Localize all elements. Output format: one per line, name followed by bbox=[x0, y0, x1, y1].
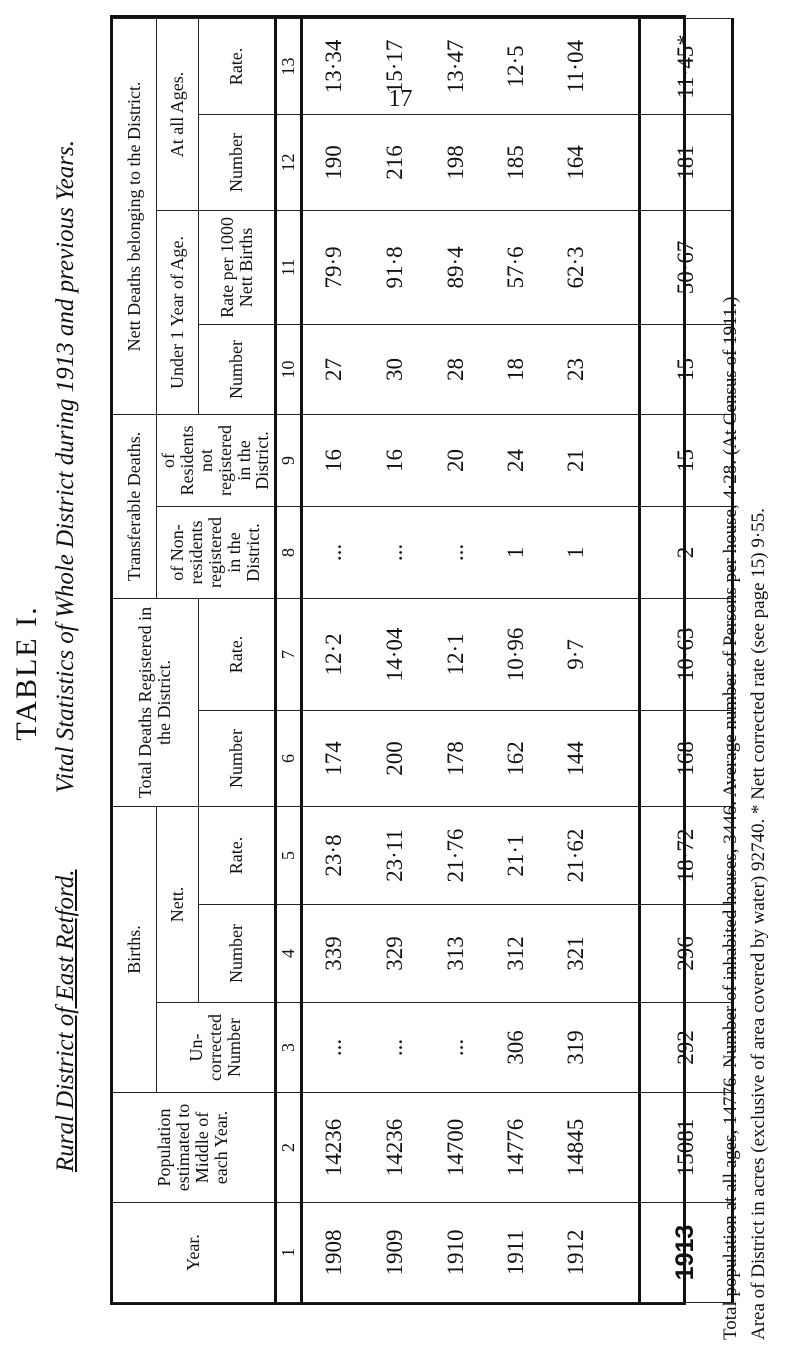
cell-non-residents: ... bbox=[365, 506, 425, 598]
cell-uncorrected: ... bbox=[425, 1003, 485, 1093]
column-number: 8 bbox=[276, 506, 302, 598]
spacer-cell bbox=[606, 210, 639, 324]
header-births: Births. bbox=[112, 806, 157, 1092]
spacer-cell bbox=[606, 114, 639, 210]
page-number: 17 bbox=[388, 86, 413, 112]
cell-uncorrected: ... bbox=[365, 1003, 425, 1093]
cell-residents-not: 21 bbox=[546, 414, 606, 506]
cell-births-number: 329 bbox=[365, 905, 425, 1003]
column-number-row bbox=[276, 18, 302, 1302]
header-all-ages: At all Ages. bbox=[157, 18, 199, 210]
spacer-cell bbox=[606, 324, 639, 414]
cell-all-rate: 13·47 bbox=[425, 18, 485, 114]
cell-births-number: 312 bbox=[486, 905, 546, 1003]
cell-births-rate: 21·76 bbox=[425, 806, 485, 904]
cell-year: 1912 bbox=[546, 1203, 606, 1303]
column-number: 6 bbox=[276, 710, 302, 806]
cell-deaths-rate: 10·63 bbox=[640, 598, 733, 710]
cell-population: 14845 bbox=[546, 1093, 606, 1203]
cell-population: 14776 bbox=[486, 1093, 546, 1203]
cell-infant-number: 30 bbox=[365, 324, 425, 414]
table-row-1913 bbox=[640, 18, 733, 1302]
cell-population: 14700 bbox=[425, 1093, 485, 1203]
spacer-cell bbox=[606, 710, 639, 806]
footnote-population: Total population at all ages, 14776. Number of inhabited houses, 3446. Average number of Persons per house, 4·28. (At Census of 1911.) bbox=[720, 296, 741, 1340]
table-subtitle bbox=[52, 6, 80, 1306]
column-number: 11 bbox=[276, 210, 302, 324]
cell-deaths-number: 144 bbox=[546, 710, 606, 806]
cell-year: 1911 bbox=[486, 1203, 546, 1303]
cell-all-number: 164 bbox=[546, 114, 606, 210]
header-under-1: Under 1 Year of Age. bbox=[157, 210, 199, 414]
cell-infant-number: 27 bbox=[302, 324, 365, 414]
spacer-cell bbox=[606, 1093, 639, 1203]
cell-population: 14236 bbox=[365, 1093, 425, 1203]
cell-infant-number: 28 bbox=[425, 324, 485, 414]
table-title: TABLE I. bbox=[10, 605, 43, 741]
cell-non-residents: ... bbox=[302, 506, 365, 598]
header-year: Year. bbox=[112, 1203, 276, 1303]
cell-infant-rate: 79·9 bbox=[302, 210, 365, 324]
cell-births-number: 339 bbox=[302, 905, 365, 1003]
cell-all-rate: 15·17 bbox=[365, 18, 425, 114]
column-number: 2 bbox=[276, 1093, 302, 1203]
table-row bbox=[365, 18, 425, 1302]
cell-year: 1910 bbox=[425, 1203, 485, 1303]
cell-infant-rate: 62·3 bbox=[546, 210, 606, 324]
table-row bbox=[486, 18, 546, 1302]
cell-infant-rate: 50·67 bbox=[640, 210, 733, 324]
cell-uncorrected: ... bbox=[302, 1003, 365, 1093]
cell-births-rate: 23·11 bbox=[365, 806, 425, 904]
cell-non-residents: 1 bbox=[486, 506, 546, 598]
subtitle-district: Rural District of East Retford. bbox=[52, 869, 79, 1173]
cell-non-residents: 1 bbox=[546, 506, 606, 598]
column-number: 13 bbox=[276, 18, 302, 114]
vital-statistics-table bbox=[112, 18, 734, 1303]
cell-births-number: 313 bbox=[425, 905, 485, 1003]
cell-residents-not: 16 bbox=[302, 414, 365, 506]
header-births-rate: Rate. bbox=[199, 806, 276, 904]
cell-population: 15081 bbox=[640, 1093, 733, 1203]
header-total-deaths: Total Deaths Registered in the District. bbox=[112, 598, 199, 806]
cell-residents-not: 16 bbox=[365, 414, 425, 506]
cell-infant-rate: 57·6 bbox=[486, 210, 546, 324]
cell-deaths-rate: 12·1 bbox=[425, 598, 485, 710]
header-population: Population estimated to Middle of each Year. bbox=[112, 1093, 276, 1203]
table-row bbox=[302, 18, 365, 1302]
cell-uncorrected: 319 bbox=[546, 1003, 606, 1093]
cell-all-number: 181 bbox=[640, 114, 733, 210]
spacer-cell bbox=[606, 18, 639, 114]
column-number: 12 bbox=[276, 114, 302, 210]
cell-births-rate: 23·8 bbox=[302, 806, 365, 904]
cell-population: 14236 bbox=[302, 1093, 365, 1203]
header-residents-not: of Residents not registered in the District. bbox=[157, 414, 276, 506]
header-infant-rate: Rate per 1000 Nett Births bbox=[199, 210, 276, 324]
cell-residents-not: 20 bbox=[425, 414, 485, 506]
cell-all-number: 216 bbox=[365, 114, 425, 210]
cell-all-number: 198 bbox=[425, 114, 485, 210]
header-deaths-rate: Rate. bbox=[199, 598, 276, 710]
cell-deaths-number: 174 bbox=[302, 710, 365, 806]
cell-uncorrected: 306 bbox=[486, 1003, 546, 1093]
header-nett: Nett. bbox=[157, 806, 199, 1002]
header-nett-deaths: Nett Deaths belonging to the District. bbox=[112, 18, 157, 414]
header-non-residents: of Non-residents registered in the District. bbox=[157, 506, 276, 598]
cell-non-residents: 2 bbox=[640, 506, 733, 598]
spacer-cell bbox=[606, 598, 639, 710]
cell-deaths-number: 168 bbox=[640, 710, 733, 806]
cell-infant-rate: 89·4 bbox=[425, 210, 485, 324]
cell-deaths-rate: 9·7 bbox=[546, 598, 606, 710]
cell-uncorrected: 292 bbox=[640, 1003, 733, 1093]
column-number: 4 bbox=[276, 905, 302, 1003]
header-transferable: Transferable Deaths. bbox=[112, 414, 157, 598]
cell-year: 1908 bbox=[302, 1203, 365, 1303]
column-number: 5 bbox=[276, 806, 302, 904]
header-births-number: Number bbox=[199, 905, 276, 1003]
spacer-cell bbox=[606, 414, 639, 506]
table-row bbox=[425, 18, 485, 1302]
header-all-number: Number bbox=[199, 114, 276, 210]
cell-all-rate: 12·5 bbox=[486, 18, 546, 114]
spacer-cell bbox=[606, 1203, 639, 1303]
cell-year: 1913 bbox=[640, 1203, 733, 1303]
column-number: 3 bbox=[276, 1003, 302, 1093]
cell-all-rate: 11·04 bbox=[546, 18, 606, 114]
cell-deaths-rate: 12·2 bbox=[302, 598, 365, 710]
cell-infant-number: 23 bbox=[546, 324, 606, 414]
cell-all-rate: 11·45* bbox=[640, 18, 733, 114]
cell-births-rate: 18·72 bbox=[640, 806, 733, 904]
table-row bbox=[546, 18, 606, 1302]
cell-residents-not: 24 bbox=[486, 414, 546, 506]
header-uncorrected: Un-corrected Number bbox=[157, 1003, 276, 1093]
column-number: 10 bbox=[276, 324, 302, 414]
cell-deaths-number: 178 bbox=[425, 710, 485, 806]
cell-infant-number: 18 bbox=[486, 324, 546, 414]
cell-non-residents: ... bbox=[425, 506, 485, 598]
cell-infant-rate: 91·8 bbox=[365, 210, 425, 324]
column-number: 7 bbox=[276, 598, 302, 710]
footnote-area: Area of District in acres (exclusive of area covered by water) 92740. * Nett corrected rate (see page 15) 9·55. bbox=[748, 508, 769, 1340]
cell-births-rate: 21·1 bbox=[486, 806, 546, 904]
cell-births-number: 321 bbox=[546, 905, 606, 1003]
cell-year: 1909 bbox=[365, 1203, 425, 1303]
spacer-cell bbox=[606, 905, 639, 1003]
cell-residents-not: 15 bbox=[640, 414, 733, 506]
cell-infant-number: 15 bbox=[640, 324, 733, 414]
cell-deaths-rate: 10·96 bbox=[486, 598, 546, 710]
column-number: 1 bbox=[276, 1203, 302, 1303]
cell-deaths-rate: 14·04 bbox=[365, 598, 425, 710]
column-number: 9 bbox=[276, 414, 302, 506]
header-all-rate: Rate. bbox=[199, 18, 276, 114]
header-deaths-number: Number bbox=[199, 710, 276, 806]
spacer-cell bbox=[606, 1003, 639, 1093]
cell-deaths-number: 200 bbox=[365, 710, 425, 806]
cell-deaths-number: 162 bbox=[486, 710, 546, 806]
table-spacer-row bbox=[606, 18, 639, 1302]
subtitle-description: Vital Statistics of Whole District during 1913 and previous Years. bbox=[52, 139, 79, 794]
cell-all-number: 190 bbox=[302, 114, 365, 210]
cell-births-number: 296 bbox=[640, 905, 733, 1003]
cell-births-rate: 21·62 bbox=[546, 806, 606, 904]
spacer-cell bbox=[606, 806, 639, 904]
cell-all-number: 185 bbox=[486, 114, 546, 210]
spacer-cell bbox=[606, 506, 639, 598]
header-infant-number: Number bbox=[199, 324, 276, 414]
cell-all-rate: 13·34 bbox=[302, 18, 365, 114]
